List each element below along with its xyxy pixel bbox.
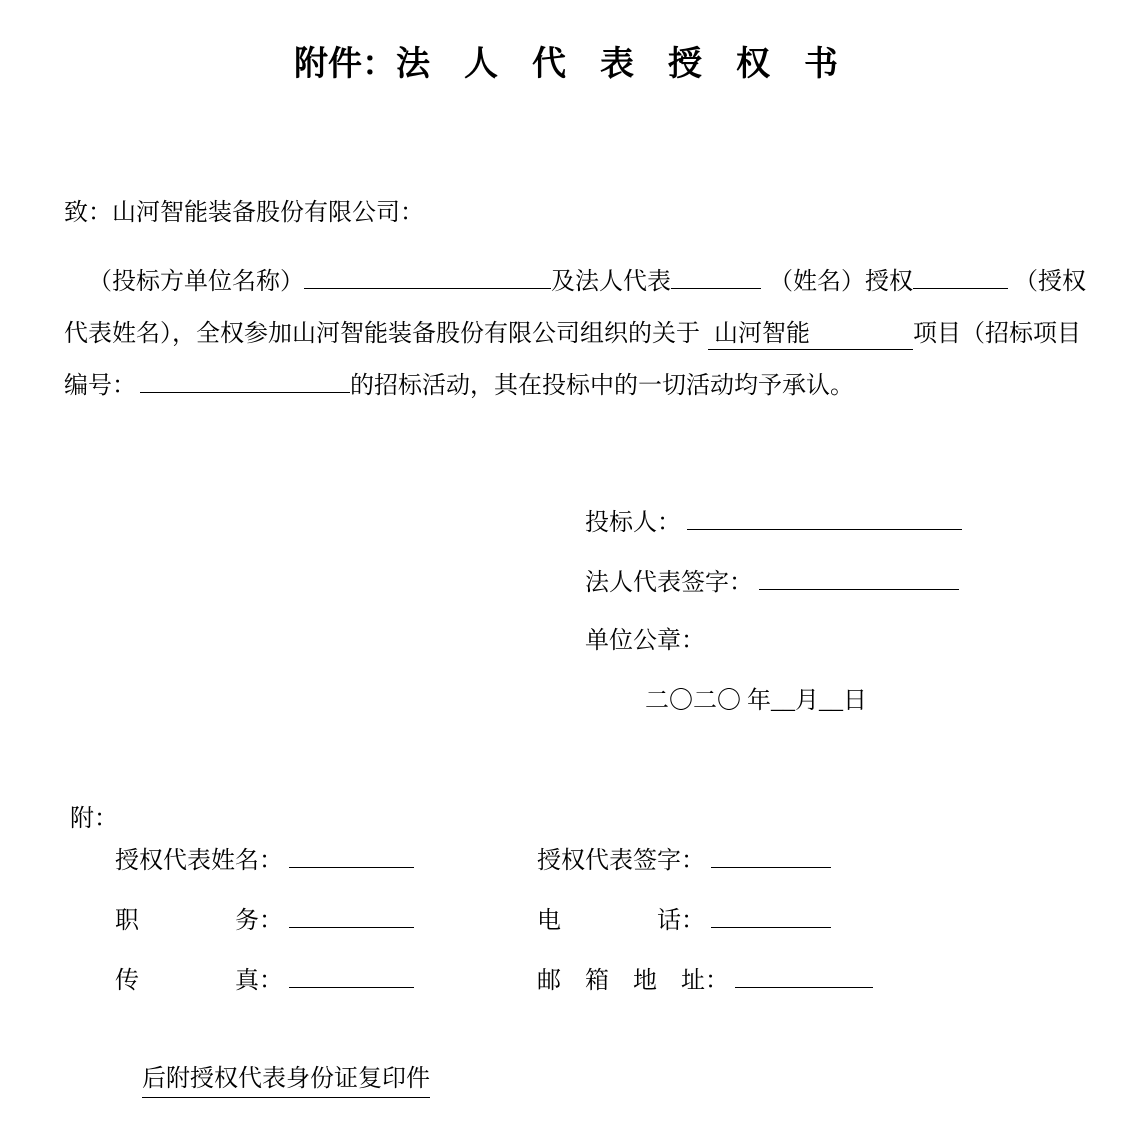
paragraph-line-1	[64, 256, 1086, 308]
project-number-label: 编号：	[64, 373, 136, 399]
phone-label: 电 话：	[537, 908, 705, 934]
blank-position	[289, 898, 414, 928]
position-label: 职 务：	[115, 908, 283, 934]
id-copy-note: 后附授权代表身份证复印件	[142, 1058, 430, 1098]
addressee-line: 致：山河智能装备股份有限公司：	[64, 200, 424, 226]
blank-authorized-rep-name	[289, 838, 414, 868]
blank-email-address	[735, 958, 873, 988]
paragraph-line-2	[64, 308, 1081, 360]
legal-rep-signature-row	[585, 560, 962, 620]
project-label: 项目（招标项目	[913, 321, 1081, 347]
authorized-rep-name-label: 授权代表姓名：	[115, 848, 283, 874]
date-text: 二〇二〇 年__月__日	[645, 688, 867, 714]
fax-label: 传 真：	[115, 968, 283, 994]
attachment-row-3	[115, 958, 1070, 992]
participation-text: 代表姓名），全权参加山河智能装备股份有限公司组织的关于	[64, 321, 700, 347]
blank-phone	[711, 898, 831, 928]
bidder-label: 投标人：	[585, 510, 681, 536]
authorized-rep-open: （授权	[1014, 269, 1086, 295]
blank-project-number	[140, 363, 350, 393]
authorized-rep-signature-label: 授权代表签字：	[537, 848, 705, 874]
legal-rep-signature-label: 法人代表签字：	[585, 570, 753, 596]
bidder-row	[585, 500, 962, 560]
authorization-paragraph	[64, 256, 1086, 412]
blank-authorized-rep-signature	[711, 838, 831, 868]
bidder-unit-name-label: （投标方单位名称）	[88, 269, 304, 295]
signature-block	[585, 500, 962, 740]
blank-fax	[289, 958, 414, 988]
email-address-label: 邮 箱 地 址：	[537, 968, 729, 994]
blank-legal-rep-signature	[759, 560, 959, 590]
company-seal-row	[585, 620, 962, 680]
blank-bidder-unit-name	[304, 259, 551, 289]
blank-authorized-name	[913, 259, 1008, 289]
closing-text: 的招标活动，其在投标中的一切活动均予承认。	[350, 373, 854, 399]
blank-legal-rep-name	[671, 259, 761, 289]
company-seal-label: 单位公章：	[585, 628, 705, 654]
page-title: 附件：法 人 代 表 授 权 书	[294, 46, 838, 83]
paragraph-line-3	[64, 360, 1070, 412]
attachment-row-1	[115, 838, 1070, 872]
blank-project-name: 山河智能	[708, 318, 913, 350]
attachment-heading: 附：	[70, 806, 118, 832]
legal-rep-label: 及法人代表	[551, 269, 671, 295]
date-row	[585, 680, 962, 740]
blank-bidder	[687, 500, 962, 530]
name-authorize-label: （姓名）授权	[769, 269, 913, 295]
attachment-row-2	[115, 898, 1070, 932]
